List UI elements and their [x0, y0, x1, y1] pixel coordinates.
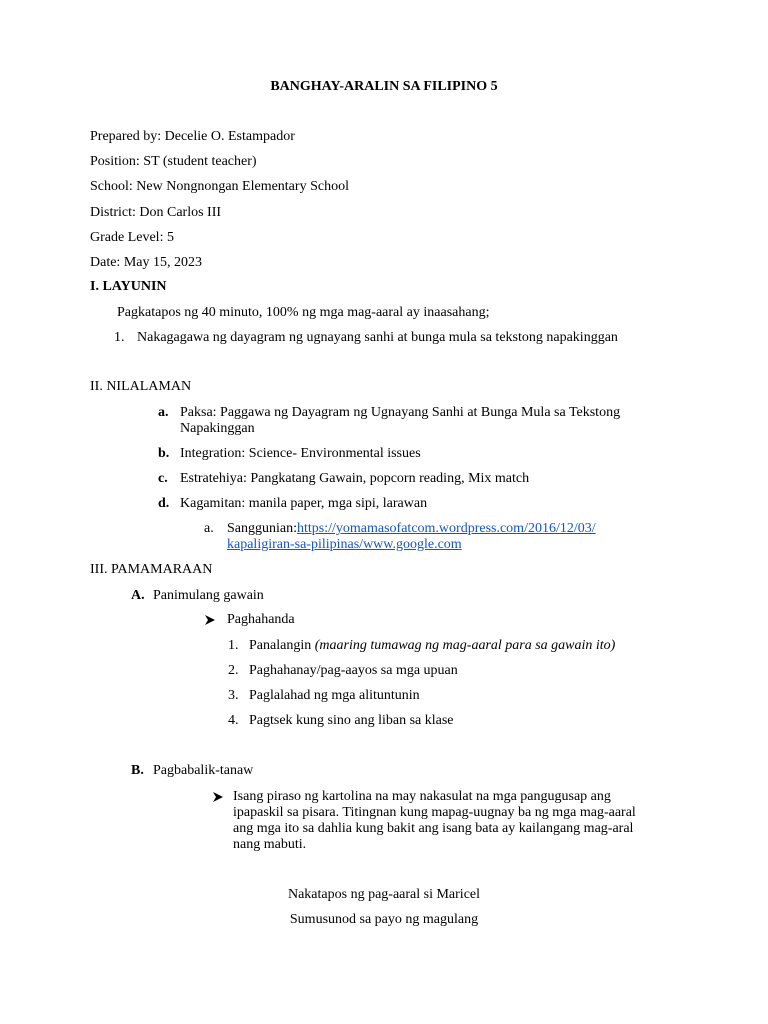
step-marker: 3. [228, 688, 239, 703]
nilalaman-item-marker: b. [158, 446, 170, 461]
section-a-marker: A. [131, 588, 145, 603]
step-text-main: Panalangin [249, 638, 315, 653]
bullet-text-line: ang mga ito sa dahlia kung bakit ang isang bata ay kailangang mag-aral [233, 821, 634, 836]
section-heading-pamamaraan: III. PAMAMARAAN [90, 562, 213, 577]
step-text-note: (maaring tumawag ng mag-aaral para sa gawain ito) [314, 638, 616, 653]
bullet-text-line: Isang piraso ng kartolina na may nakasulat na mga pangugusap ang [233, 789, 611, 804]
centered-line: Sumusunod sa payo ng magulang [289, 912, 479, 927]
layunin-item-marker: 1. [114, 330, 125, 345]
sanggunian-marker: a. [204, 521, 214, 536]
district: District: Don Carlos III [90, 205, 222, 220]
sanggunian-line [227, 521, 596, 537]
centered-line: Nakatapos ng pag-aaral si Maricel [287, 887, 481, 902]
layunin-item-text: Nakagagawa ng dayagram ng ugnayang sanhi at bunga mula sa tekstong napakinggan [137, 330, 618, 345]
step-text [249, 638, 615, 654]
nilalaman-item-marker: d. [158, 496, 170, 511]
step-text: Paghahanay/pag-aayos sa mga upuan [249, 663, 458, 678]
section-heading-layunin: I. LAYUNIN [90, 279, 167, 294]
section-b-label: Pagbabalik-tanaw [153, 763, 254, 778]
step-marker: 4. [228, 713, 239, 728]
step-marker: 2. [228, 663, 239, 678]
sanggunian-link[interactable]: https://yomamasofatcom.wordpress.com/2016/12/03/ [297, 521, 596, 536]
grade-level: Grade Level: 5 [90, 230, 174, 245]
nilalaman-item-text: Paksa: Paggawa ng Dayagram ng Ugnayang Sanhi at Bunga Mula sa Tekstong [180, 405, 621, 420]
step-marker: 1. [228, 638, 239, 653]
arrow-bullet-icon [212, 791, 224, 803]
section-a-label: Panimulang gawain [153, 588, 264, 603]
nilalaman-item-text-cont: Napakinggan [180, 421, 255, 436]
step-text: Pagtsek kung sino ang liban sa klase [249, 713, 454, 728]
sanggunian-label: Sanggunian: [227, 521, 297, 536]
arrow-bullet-icon [204, 614, 216, 626]
school: School: New Nongnongan Elementary School [90, 179, 349, 194]
layunin-intro: Pagkatapos ng 40 minuto, 100% ng mga mag-aaral ay inaasahang; [117, 305, 490, 320]
bullet-text-line: ipapaskil sa pisara. Titingnan kung mapag-uugnay ba ng mga mag-aaral [233, 805, 636, 820]
nilalaman-item-text: Kagamitan: manila paper, mga sipi, larawan [180, 496, 428, 511]
nilalaman-item-marker: a. [158, 405, 169, 420]
position: Position: ST (student teacher) [90, 154, 257, 169]
prepared-by: Prepared by: Decelie O. Estampador [90, 129, 295, 144]
nilalaman-item-marker: c. [158, 471, 168, 486]
paghahanda-label: Paghahanda [227, 612, 295, 627]
document-title: BANGHAY-ARALIN SA FILIPINO 5 [270, 79, 498, 94]
nilalaman-item-text: Estratehiya: Pangkatang Gawain, popcorn reading, Mix match [180, 471, 530, 486]
section-b-marker: B. [131, 763, 144, 778]
sanggunian-link-cont[interactable]: kapaligiran-sa-pilipinas/www.google.com [227, 537, 462, 552]
step-text: Paglalahad ng mga alituntunin [249, 688, 420, 703]
nilalaman-item-text: Integration: Science- Environmental issues [180, 446, 421, 461]
bullet-text-line: nang mabuti. [233, 837, 307, 852]
date: Date: May 15, 2023 [90, 255, 202, 270]
section-heading-nilalaman: II. NILALAMAN [90, 379, 192, 394]
